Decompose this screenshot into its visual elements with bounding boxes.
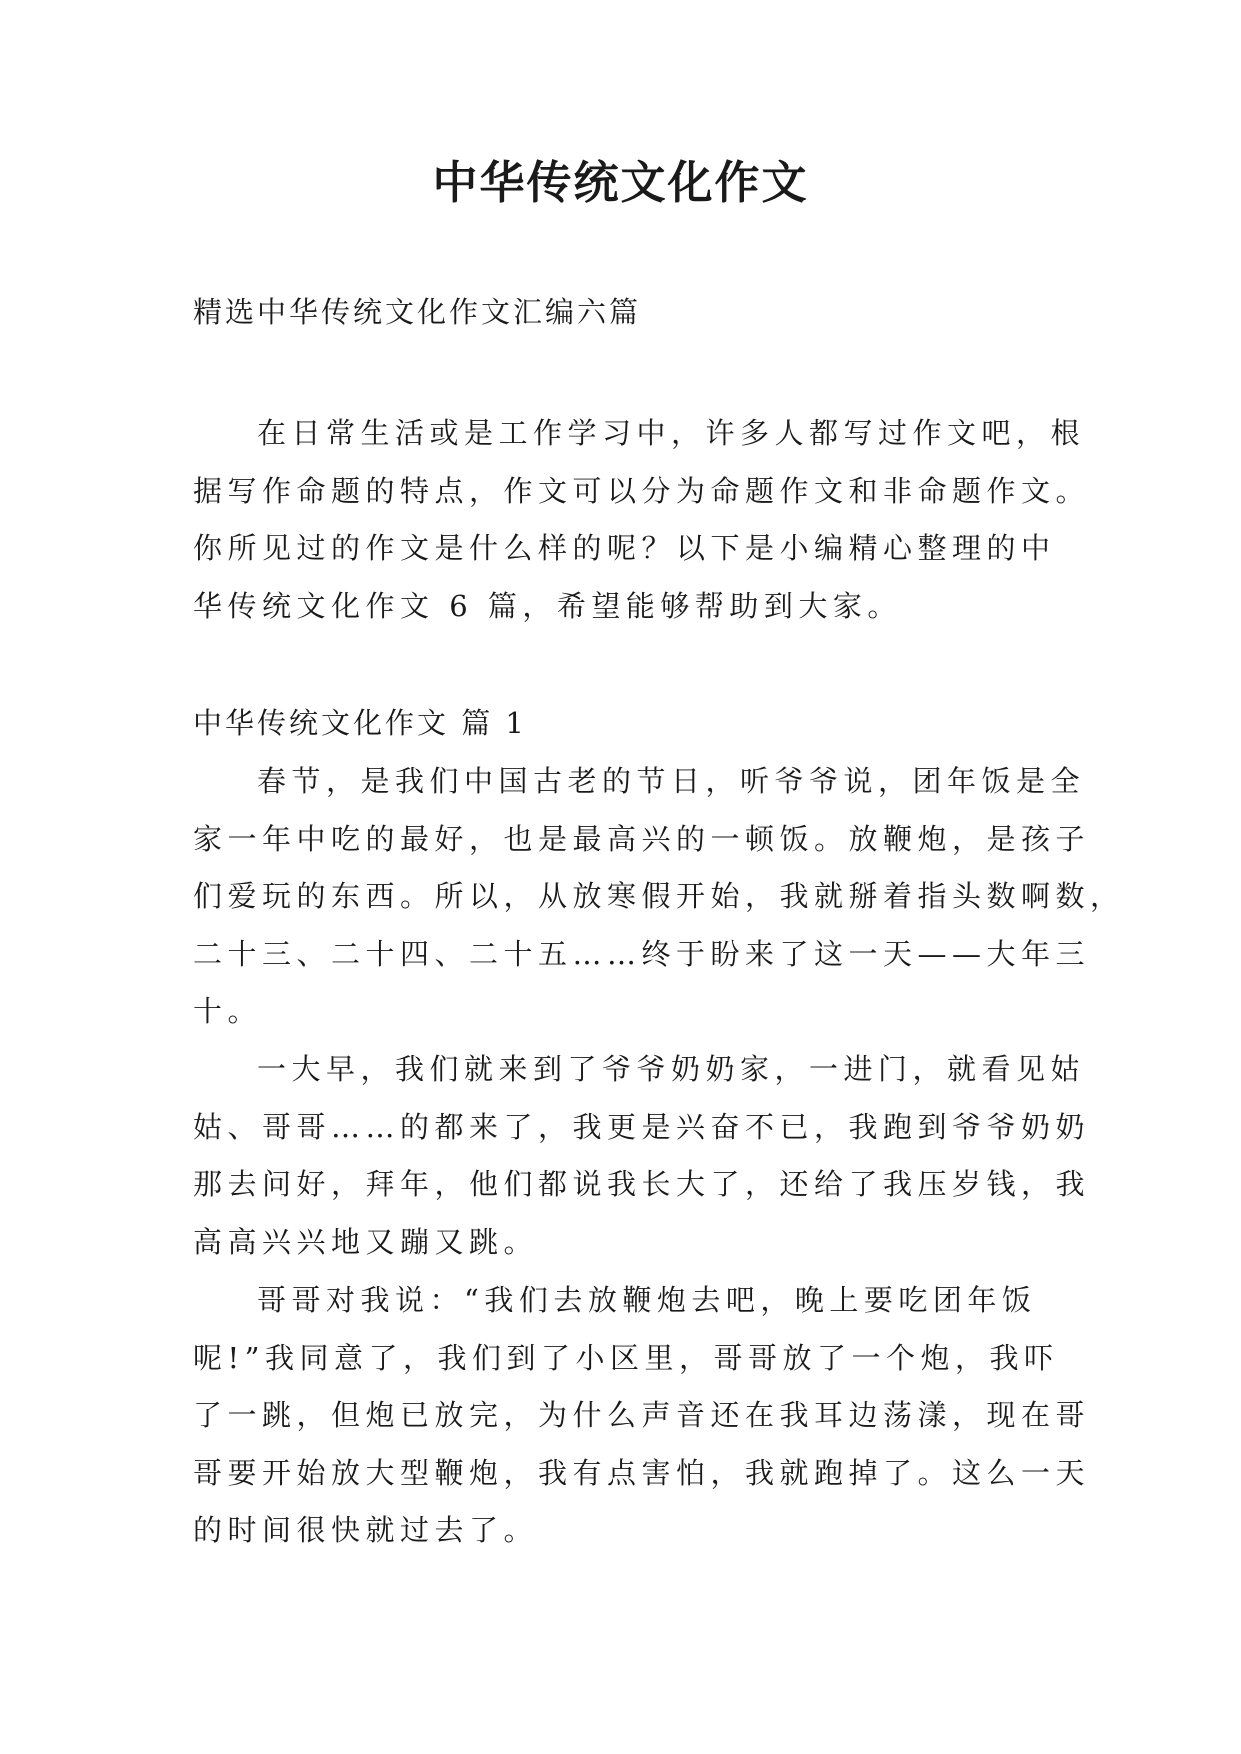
paragraph-line: 二十三、二十四、二十五……终于盼来了这一天——大年三	[193, 936, 1091, 971]
paragraph-line: 高高兴兴地又蹦又跳。	[193, 1224, 539, 1259]
intro-line: 你所见过的作文是什么样的呢？以下是小编精心整理的中	[193, 531, 1056, 565]
paragraph-line: 春节，是我们中国古老的节日，听爷爷说，团年饭是全	[257, 764, 1086, 798]
intro-line: 据写作命题的特点，作文可以分为命题作文和非命题作文。	[193, 473, 1091, 508]
paragraph-line: 家一年中吃的最好，也是最高兴的一顿饭。放鞭炮，是孩子	[193, 821, 1091, 856]
paragraph-line: 哥哥对我说：“我们去放鞭炮去吧，晚上要吃团年饭	[257, 1283, 1037, 1317]
essay-paragraph-3	[193, 1272, 1091, 1560]
paragraph-line: 的时间很快就过去了。	[193, 1513, 539, 1547]
document-subtitle: 精选中华传统文化作文汇编六篇	[193, 295, 642, 329]
paragraph-line: 姑、哥哥……的都来了，我更是兴奋不已，我跑到爷爷奶奶	[193, 1109, 1091, 1144]
paragraph-line: 了一跳，但炮已放完，为什么声音还在我耳边荡漾，现在哥	[193, 1398, 1091, 1432]
intro-line: 在日常生活或是工作学习中，许多人都写过作文吧，根	[257, 416, 1086, 450]
paragraph-line: 那去问好，拜年，他们都说我长大了，还给了我压岁钱，我	[193, 1167, 1091, 1201]
intro-paragraph	[193, 405, 1091, 635]
section-heading: 中华传统文化作文 篇 1	[193, 706, 527, 740]
document-title: 中华传统文化作文	[432, 156, 809, 209]
paragraph-line: 哥要开始放大型鞭炮，我有点害怕，我就跑掉了。这么一天	[193, 1455, 1091, 1490]
intro-line: 华传统文化作文 6 篇，希望能够帮助到大家。	[193, 588, 902, 623]
essay-paragraph-1	[193, 753, 1125, 1041]
paragraph-line: 十。	[193, 994, 263, 1028]
paragraph-line: 呢!”我同意了，我们到了小区里，哥哥放了一个炮，我吓	[193, 1340, 1059, 1375]
essay-paragraph-2	[193, 1041, 1091, 1271]
paragraph-line: 们爱玩的东西。所以，从放寒假开始，我就掰着指头数啊数，	[193, 879, 1125, 913]
paragraph-line: 一大早，我们就来到了爷爷奶奶家，一进门，就看见姑	[257, 1052, 1086, 1086]
